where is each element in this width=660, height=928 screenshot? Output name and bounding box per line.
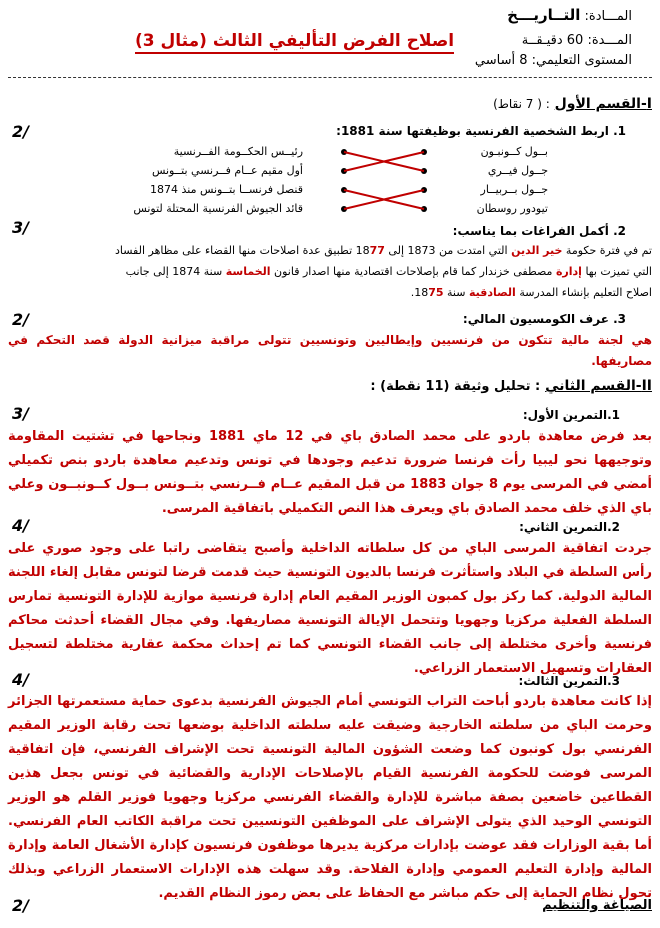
q2-line	[8, 240, 652, 261]
q2-answer: الخماسة	[225, 265, 271, 278]
q2-text-part: سنة 18	[414, 286, 469, 299]
role-item: رئيــس الحكــومة الفــرنسية	[173, 145, 303, 158]
duration-label: المـــدة:	[587, 33, 632, 48]
ex2-mark: 4/	[12, 516, 29, 535]
part1-points: : ( 7 نقاط)	[493, 97, 550, 111]
part2-heading	[370, 378, 652, 394]
q2-answer: إدارة	[555, 265, 582, 278]
q2-answer: الصادقية	[468, 286, 516, 299]
person-item: جــول فيــري	[487, 164, 548, 177]
duration-value: 60 دقيـقــة	[521, 33, 584, 48]
q3-mark: 2/	[12, 310, 29, 329]
ex1-mark: 3/	[12, 404, 29, 423]
q1-text: اربط الشخصية الفرنسية بوظيفتها سنة 1881:	[336, 124, 609, 138]
q3-number: 3.	[613, 312, 626, 326]
ex3-answer: إذا كانت معاهدة باردو أباحت التراب التونسي أمام الجيوش الفرنسية بدعوى حماية مستعمرتها الجزائر وحرمت الباي من سلطته الخارجية وضيقت عليه سلطته الداخلية بوضعها تحت رقابة الوزير المقيم الفرنسي بول كونبون كما وضعت الشؤون المالية التونسية تحت الإشراف الفرنسي، فإن اتفاقية المرسى فوضت للحكومة الفرنسية القيام بالإصلاحات الإدارية والقضائية في تونس بجعل هذين القطاعين خاضعين بصفة مباشرة للإدارة والقضاء الفرنسي مركزيا وجهويا فوزير القلم هو الوزير التونسي الوحيد الذي يتولى الإشراف على الموظفين التونسيين تحت مراقبة الكاتب العام الفرنسي. أما بقية الوزارات فقد عوضت بإدارات مركزية يديرها موظفون فرنسيون كإدارة الأشغال العامة وإدارة المالية وإدارة التعليم العمومي وإدارة الفلاحة. وقد سهلت هذه الإدارات الاستعمار الزراعي وبذلك تحول نظام الحماية إلى حكم مباشر مع الحفاظ على بعض رموز النظام القديم.	[8, 694, 652, 901]
q2-text-part: تطبيق عدة اصلاحات منها القضاء على مظاهر الفساد	[114, 244, 356, 257]
q2-text-part: مصطفى خزندار كما قام بإصلاحات اقتصادية منها اصدار قانون	[270, 265, 556, 278]
person-item: جــول بــربيــار	[480, 183, 548, 196]
q2-text: أكمل الفراغات بما يناسب:	[452, 224, 609, 238]
q2-line	[8, 261, 652, 282]
q2-number: 2.	[613, 224, 626, 238]
role-item: قائد الجيوش الفرنسية المحتلة لتونس	[133, 202, 303, 215]
q2-text-part: اصلاح التعليم بإنشاء المدرسة	[515, 286, 652, 299]
person-item: بــول كــونبـون	[480, 145, 548, 158]
ex2-answer: جردت اتفاقية المرسى الباي من كل سلطاته الداخلية وأصبح يتقاضى راتبا على وجود صوري على رأس السلطة في البلاد واستأثرت فرنسا بالديون التونسية حيث قدمت قرضا لتونس مقابل إلغاء اللجنة المالية الدولية. كما ركز بول كمبون الوزير المقيم العام إدارة فرنسية موازية للإدارة التونسية تمارس السلطة الفعلية مركزيا وجهويا وتتحمل الإيالة التونسية مصاريفها. وفي مجال القضاء أحدثت محاكم فرنسية وأخرى مختلطة إلى جانب القضاء التونسي كما تم إحداث محكمة عقارية مختلطة لتسجيل العقارات وتسهيل الاستعمار الزراعي.	[8, 541, 652, 676]
q2-text-part: التي امتدت من 1873 إلى 18	[355, 244, 512, 257]
page-title: اصلاح الفرض التأليفي الثالث (مثال 3)	[135, 30, 454, 54]
q1-mark: 2/	[12, 122, 29, 141]
q3-text: عرف الكومسيون المالي:	[462, 312, 609, 326]
level-value: 8 أساسي	[474, 53, 528, 68]
q2-text-part: سنة 1874 إلى جانب	[125, 265, 226, 278]
matching-lines	[0, 0, 660, 230]
ex3-mark: 4/	[12, 670, 29, 689]
q2-filled-text	[8, 240, 652, 303]
q1-number: 1.	[613, 124, 626, 138]
q3-answer: هي لجنة مالية تتكون من فرنسيين وإيطاليين وتونسيين تتولى مراقبة ميزانية الدولة قصد التحكم في مصاريفها.	[8, 333, 652, 368]
q2-answer: 77	[369, 244, 385, 257]
ex2-label: 2.التمرين الثاني:	[519, 520, 620, 534]
q2-mark: 3/	[12, 218, 29, 237]
q2-answer: خير الدين	[511, 244, 563, 257]
ex1-label: 1.التمرين الأول:	[522, 408, 620, 422]
part1-title: I-القسم الأول	[554, 96, 652, 112]
q2-line	[8, 282, 652, 303]
q2-prompt	[453, 224, 626, 238]
role-item: قنصل فرنســا بتــونس منذ 1874	[149, 183, 303, 196]
q2-answer: 75	[428, 286, 444, 299]
part2-title: II-القسم الثاني	[545, 378, 652, 394]
part2-points: : تحليل وثيقة (11 نقطة) :	[370, 379, 541, 394]
ex1-answer: بعد فرض معاهدة باردو على محمد الصادق باي في 12 ماي 1881 ونجاحها في تشتيت المقاومة وتوجيهها نحو ليبيا رأت فرنسا ضرورة تدعيم وجودها في تونس وتدعيم معاهدة باردو بنص تكميلي أمضي في المرسى يوم 8 جوان 1883 من قبل المقيم عــام فــرنسي بتــونس بــول كــونبــون وعلي باي الذي خلف محمد الصادق باي ويعرف هذا النص التكميلي باتفاقية المرسى.	[8, 429, 653, 516]
ex3-label: 3.التمرين الثالث:	[518, 674, 620, 688]
subject-value: التــاريـــخ	[507, 6, 581, 24]
level-label: المستوى التعليمي:	[531, 53, 632, 68]
role-item: أول مقيم عــام فــرنسي بتــونس	[151, 164, 303, 177]
q2-text-part: التي تميزت بها	[581, 265, 652, 278]
subject-label: المـــادة:	[584, 9, 632, 24]
q2-text-part: تم في فترة حكومة	[562, 244, 652, 257]
person-item: تيودور روسطان	[476, 202, 548, 215]
formatting-mark: 2/	[12, 896, 29, 915]
formatting-label: الصياغة والتنظيم	[542, 898, 652, 913]
q3-prompt	[463, 312, 626, 326]
q2-text-part: .	[410, 286, 415, 299]
